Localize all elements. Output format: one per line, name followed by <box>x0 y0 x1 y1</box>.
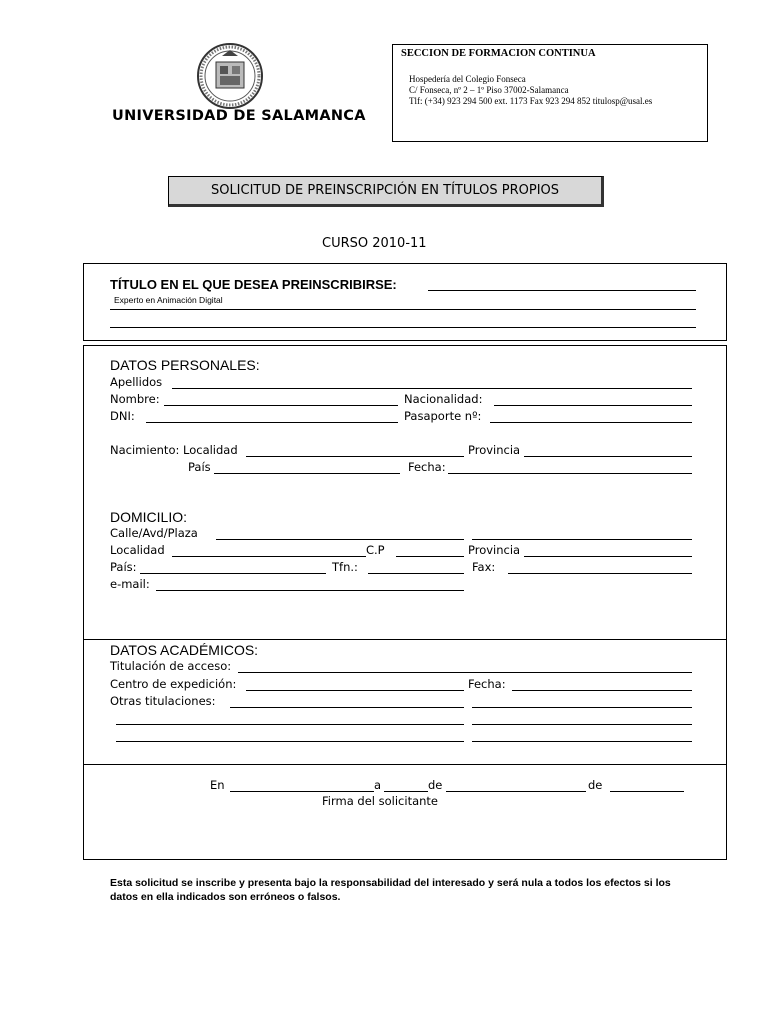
cp-field[interactable] <box>396 556 464 557</box>
otras-field-2[interactable] <box>472 707 692 708</box>
apellidos-field[interactable] <box>172 388 692 389</box>
dom-pais-field[interactable] <box>140 573 326 574</box>
footer-note: Esta solicitud se inscribe y presenta bajo la responsabilidad del interesado y será nula a todos los efectos si los datos en ella indicados son erróneos o falsos. <box>110 877 671 903</box>
month-field[interactable] <box>446 791 586 792</box>
en-label: En <box>210 778 225 792</box>
personal-section <box>83 345 727 640</box>
address-line: C/ Fonseca, nº 2 – 1º Piso 37002-Salamanca <box>409 85 569 95</box>
academic-section <box>83 639 727 765</box>
otras-field-6[interactable] <box>472 741 692 742</box>
day-field[interactable] <box>384 791 428 792</box>
academic-heading: DATOS ACADÉMICOS: <box>110 642 259 658</box>
nombre-field[interactable] <box>164 405 398 406</box>
dom-pais-label: País: <box>110 560 137 574</box>
cp-label: C.P <box>366 543 385 557</box>
email-label: e-mail: <box>110 577 150 591</box>
address-line: Hospedería del Colegio Fonseca <box>409 74 526 84</box>
dni-label: DNI: <box>110 409 135 423</box>
year-field[interactable] <box>610 791 684 792</box>
localidad-field[interactable] <box>172 556 366 557</box>
titulacion-field[interactable] <box>238 672 692 673</box>
pasaporte-label: Pasaporte nº: <box>404 409 482 423</box>
calle-field-2[interactable] <box>472 539 692 540</box>
calle-label: Calle/Avd/Plaza <box>110 526 198 540</box>
otras-field-3[interactable] <box>116 724 464 725</box>
fecha-field[interactable] <box>448 473 692 474</box>
a-label: a <box>374 778 382 792</box>
university-seal-icon <box>196 42 264 110</box>
tfn-label: Tfn.: <box>332 560 358 574</box>
otras-field-4[interactable] <box>472 724 692 725</box>
dom-provincia-label: Provincia <box>468 543 521 557</box>
section-title: SECCION DE FORMACION CONTINUA <box>401 48 596 59</box>
form-title: SOLICITUD DE PREINSCRIPCIÓN EN TÍTULOS PROPIOS <box>168 176 604 207</box>
centro-field[interactable] <box>246 690 464 691</box>
otras-label: Otras titulaciones: <box>110 694 216 708</box>
centro-label: Centro de expedición: <box>110 677 237 691</box>
titulo-section <box>83 263 727 341</box>
pasaporte-field[interactable] <box>490 422 692 423</box>
titulo-line-2[interactable] <box>110 309 696 310</box>
de-label-1: de <box>428 778 443 792</box>
titulo-value: Experto en Animación Digital <box>114 295 223 305</box>
pais-label: País <box>188 460 211 474</box>
de-label-2: de <box>588 778 603 792</box>
otras-field-1[interactable] <box>230 707 464 708</box>
localidad-label: Localidad <box>110 543 165 557</box>
acad-fecha-field[interactable] <box>512 690 692 691</box>
email-field[interactable] <box>156 590 464 591</box>
nacionalidad-label: Nacionalidad: <box>404 392 483 406</box>
university-name: UNIVERSIDAD DE SALAMANCA <box>112 108 366 124</box>
titulo-line-3[interactable] <box>110 327 696 328</box>
provincia-label: Provincia <box>468 443 521 457</box>
signature-caption: Firma del solicitante <box>322 794 438 808</box>
otras-field-5[interactable] <box>116 741 464 742</box>
fax-field[interactable] <box>508 573 692 574</box>
calle-field[interactable] <box>216 539 464 540</box>
contact-info-box <box>392 44 708 142</box>
dni-field[interactable] <box>146 422 398 423</box>
personal-heading: DATOS PERSONALES: <box>110 357 260 373</box>
domicilio-heading: DOMICILIO: <box>110 509 188 525</box>
place-field[interactable] <box>230 791 374 792</box>
fecha-label: Fecha: <box>408 460 446 474</box>
pais-field[interactable] <box>214 473 400 474</box>
titulo-label: TÍTULO EN EL QUE DESEA PREINSCRIBIRSE: <box>110 277 397 292</box>
nombre-label: Nombre: <box>110 392 160 406</box>
provincia-field[interactable] <box>524 456 692 457</box>
acad-fecha-label: Fecha: <box>468 677 506 691</box>
dom-provincia-field[interactable] <box>524 556 692 557</box>
address-line: Tlf: (+34) 923 294 500 ext. 1173 Fax 923 294 852 titulosp@usal.es <box>409 96 653 106</box>
nacimiento-label: Nacimiento: Localidad <box>110 443 238 457</box>
tfn-field[interactable] <box>368 573 464 574</box>
fax-label: Fax: <box>472 560 496 574</box>
course-label: CURSO 2010-11 <box>322 236 427 251</box>
nacimiento-localidad-field[interactable] <box>246 456 464 457</box>
signature-section <box>83 763 727 860</box>
nacionalidad-field[interactable] <box>494 405 692 406</box>
titulacion-label: Titulación de acceso: <box>110 659 232 673</box>
titulo-line[interactable] <box>428 290 696 291</box>
apellidos-label: Apellidos <box>110 375 163 389</box>
